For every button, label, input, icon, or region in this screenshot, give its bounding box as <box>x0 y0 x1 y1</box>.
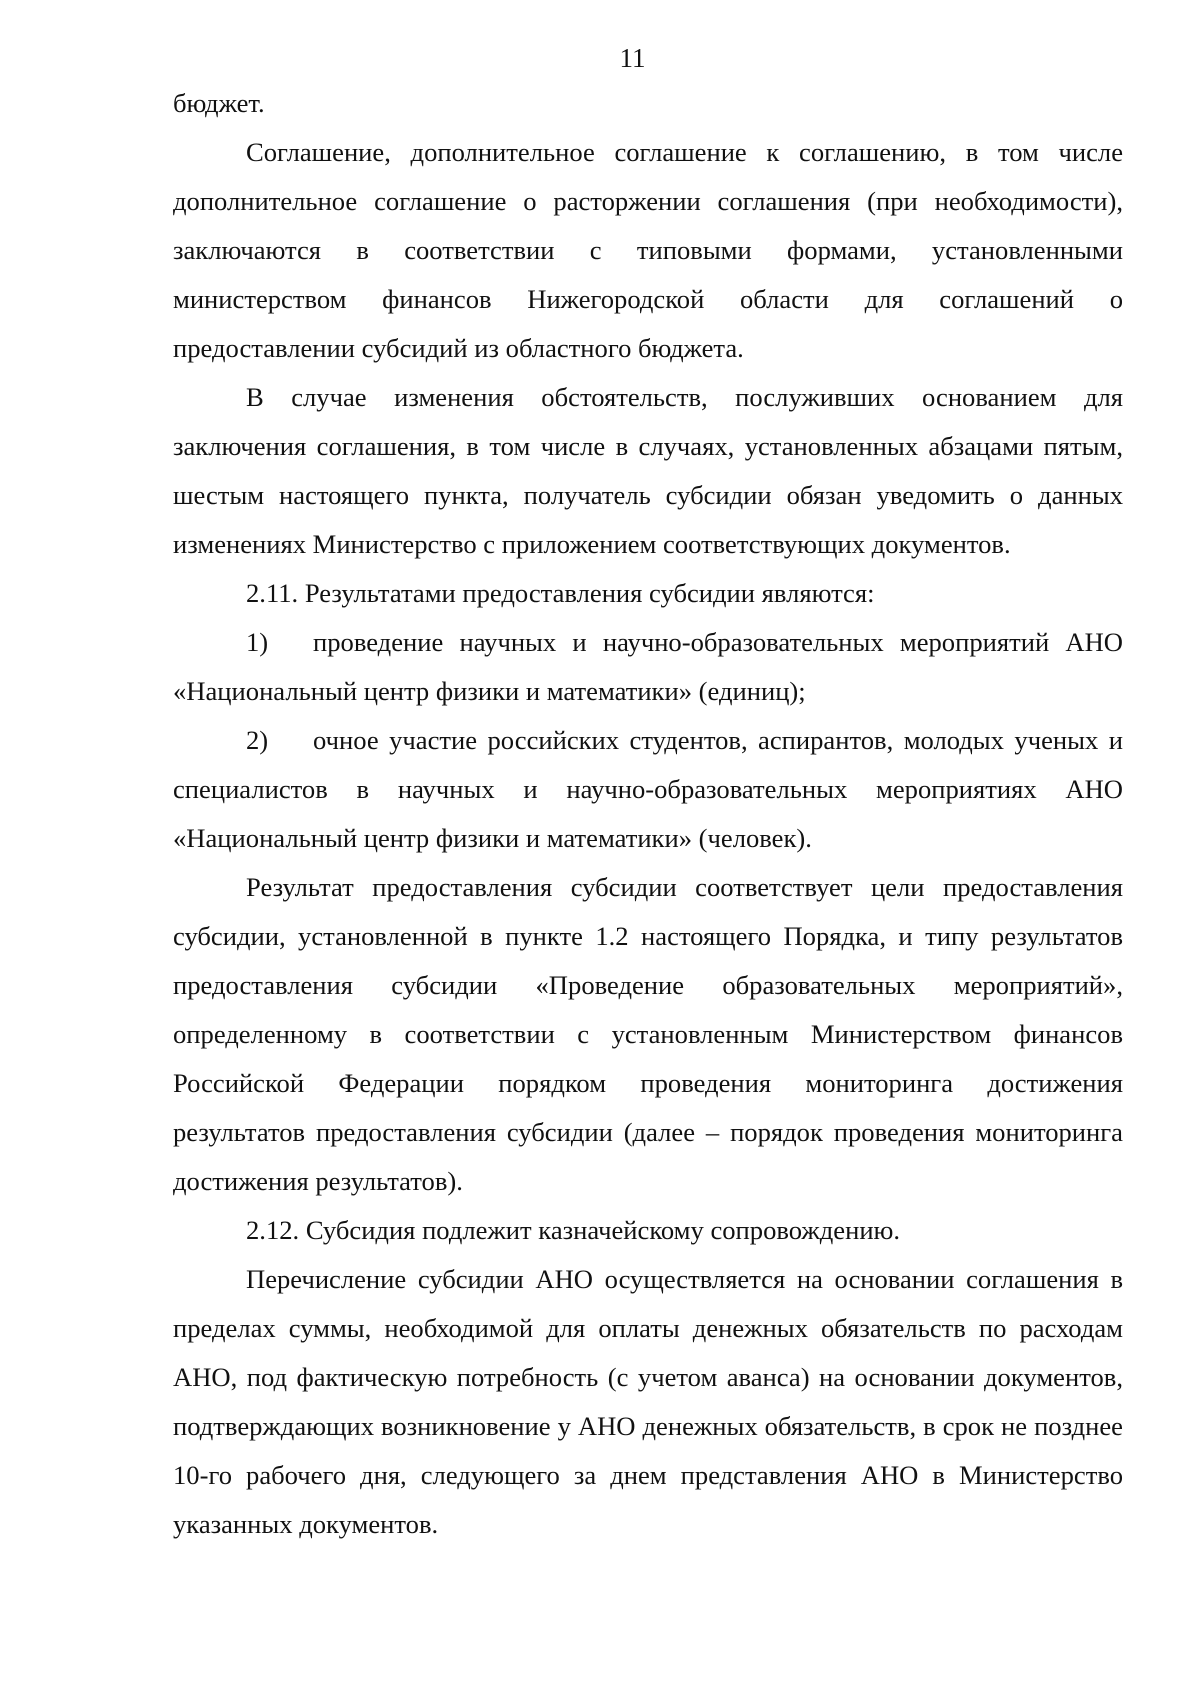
document-body <box>173 79 1123 1549</box>
paragraph-agreement-forms: Соглашение, дополнительное соглашение к соглашению, в том числе дополнительное соглашение о расторжении соглашения (при необходимости), заключаются в соответствии с типовыми формами, установленными министерством финансов Нижегородской области для соглашений о предоставлении субсидий из областного бюджета. <box>173 137 1123 363</box>
list-item-text: проведение научных и научно-образовательных мероприятий АНО «Национальный центр физики и математики» (единиц); <box>173 627 1123 706</box>
list-item-number: 2) <box>246 725 269 755</box>
page-number: 11 <box>619 43 646 73</box>
paragraph-2-12-treasury: 2.12. Субсидия подлежит казначейскому сопровождению. <box>246 1215 901 1245</box>
paragraph-transfer-terms: Перечисление субсидии АНО осуществляется на основании соглашения в пределах суммы, необходимой для оплаты денежных обязательств по расходам АНО, под фактическую потребность (с учетом аванса) на основании документов, подтверждающих возникновение у АНО денежных обязательств, в срок не позднее 10-го рабочего дня, следующего за днем представления АНО в Министерство указанных документов. <box>173 1264 1123 1539</box>
list-item-1 <box>173 618 1123 716</box>
paragraph-2-11-heading: 2.11. Результатами предоставления субсидии являются: <box>246 578 875 608</box>
list-item-2 <box>173 716 1123 863</box>
paragraph-result-purpose: Результат предоставления субсидии соответствует цели предоставления субсидии, установленной в пункте 1.2 настоящего Порядка, и типу результатов предоставления субсидии «Проведение образовательных мероприятий», определенному в соответствии с установленным Министерством финансов Российской Федерации порядком проведения мониторинга достижения результатов предоставления субсидии (далее – порядок проведения мониторинга достижения результатов). <box>173 872 1123 1196</box>
paragraph-continuation: бюджет. <box>173 88 265 118</box>
list-item-text: очное участие российских студентов, аспирантов, молодых ученых и специалистов в научных и научно-образовательных мероприятиях АНО «Национальный центр физики и математики» (человек). <box>173 725 1123 853</box>
list-item-number: 1) <box>246 627 269 657</box>
paragraph-change-notification: В случае изменения обстоятельств, послуживших основанием для заключения соглашения, в том числе в случаях, установленных абзацами пятым, шестым настоящего пункта, получатель субсидии обязан уведомить о данных изменениях Министерство с приложением соответствующих документов. <box>173 382 1123 559</box>
